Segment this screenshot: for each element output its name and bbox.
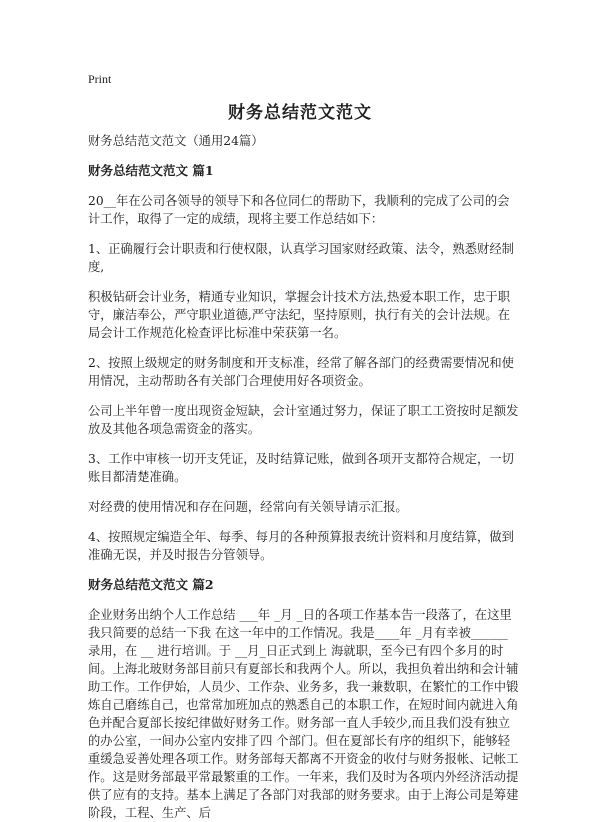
paragraph: 20__年在公司各领导的领导下和各位同仁的帮助下，我顺利的完成了公司的会计工作，取得了一定的成绩，现将主要工作总结如下： [88,194,510,226]
print-label: Print [88,72,112,86]
section-heading-2: 财务总结范文范文 篇2 [88,577,214,592]
page-title: 财务总结范文范文 [228,103,372,123]
paragraph: 4、按照规定编造全年、每季、每月的各种预算报表统计资料和月度结算，做到准确无误，并及时报告分管领导。 [88,530,514,562]
paragraph: 1、正确履行会计职责和行使权限，认真学习国家财经政策、法令，熟悉财经制度, [88,242,514,274]
document-subtitle: 财务总结范文范文（通用24篇） [88,134,264,148]
paragraph: 企业财务出纳个人工作总结 ___年 _月 _日的各项工作基本告一段落了，在这里我只简要的总结一下我 在这一年中的工作情况。我是____年 _月有幸被______ 录用，在 __ 进行培训。于 __月_日正式到上 海就职，至今已有四个多月的时间。上海北玻财务部目前只有夏部长和我两个人。所以，我担负着出纳和会计辅 助工作。工作伊始，人员少、工作杂、业务多，我一兼数职，在繁忙的工作中锻炼自己磨练自己，也常常加班加点的熟悉自己的本职工作，在短时间内就进入角 色并配合夏部长按纪律做好财务工作。财务部一直人手较少,而且我们没有独立的办公室，一间办公室内安排了四 个部门。但在夏部长有序的组织下，能够轻重缓急妥善处理各项工作。财务部每天都离不开资金的收付与财务报帐、记帐工作。这是财务部最平常最繁重的工作。一年来，我们及时为各项内外经济活动提供了应有的支持。基本上满足了各部门对我部的财务要求。由于上海公司是筹建阶段，工程、生产、后 [88,608,519,820]
section-heading-1: 财务总结范文范文 篇1 [88,163,214,178]
paragraph: 对经费的使用情况和存在问题，经常向有关领导请示汇报。 [88,500,408,514]
paragraph: 公司上半年曾一度出现资金短缺，会计室通过努力，保证了职工工资按时足额发放及其他各项急需资金的落实。 [88,404,519,436]
paragraph: 积极钻研会计业务，精通专业知识，掌握会计技术方法,热爱本职工作，忠于职守，廉洁奉公，严守职业道德,严守法纪，坚持原则，执行有关的会计法规。在局会计工作规范化检查评比标准中荣获第一名。 [88,290,511,340]
document-body [88,132,520,822]
paragraph: 3、工作中审核一切开支凭证，及时结算记账，做到各项开支都符合规定，一切账目都清楚准确。 [88,452,514,484]
paragraph: 2、按照上级规定的财务制度和开支标准，经常了解各部门的经费需要情况和使用情况，主动帮助各有关部门合理使用好各项资金。 [88,356,514,388]
